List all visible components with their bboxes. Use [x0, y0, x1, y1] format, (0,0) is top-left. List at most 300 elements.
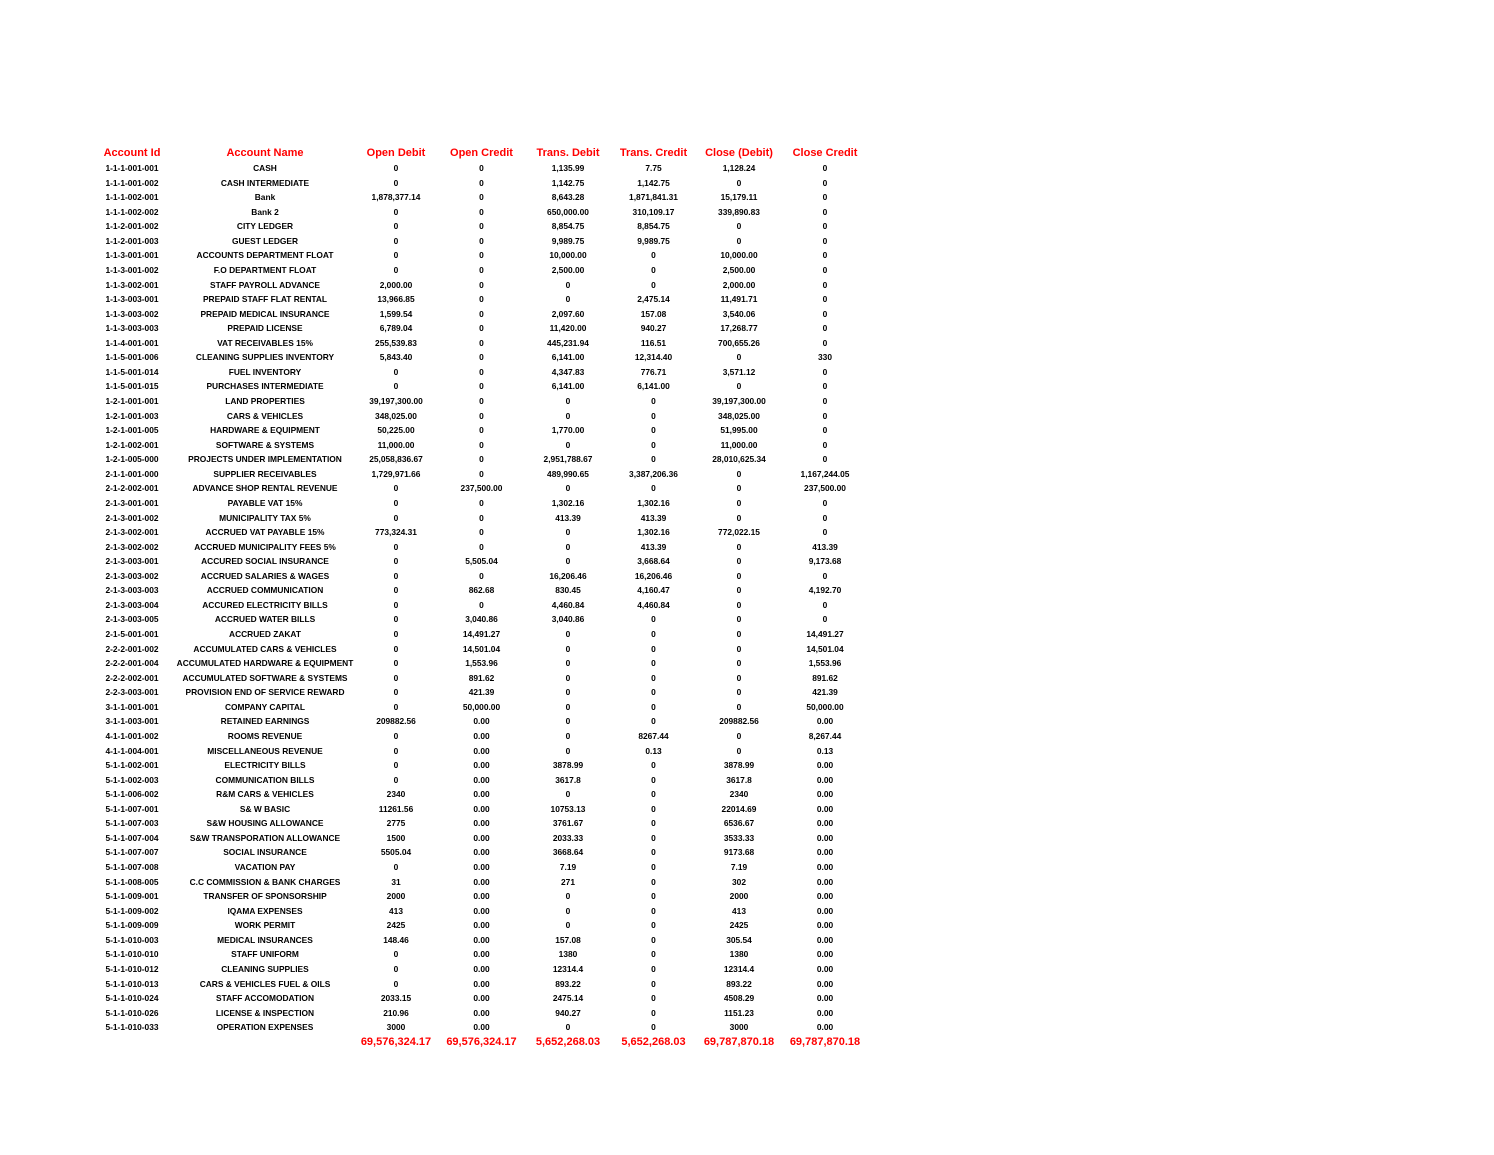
- close-debit-cell: 0: [736, 483, 742, 494]
- trans-debit-cell: 2,951,788.67: [543, 454, 593, 465]
- account-name-cell: ACCRUED ZAKAT: [229, 629, 301, 639]
- trans-credit-cell: 0: [651, 934, 656, 945]
- open-credit-cell: 0: [479, 468, 484, 479]
- open-credit-cell: 0: [479, 541, 484, 552]
- table-row: [88, 729, 868, 744]
- close-credit-cell: 0: [822, 337, 828, 348]
- table-row: [88, 554, 868, 569]
- open-credit-cell: 0.00: [473, 745, 490, 756]
- total-close-debit: 69,787,870.18: [703, 1035, 775, 1048]
- close-credit-cell: 0.00: [816, 920, 834, 931]
- account-name-cell: CARS & VEHICLES: [226, 410, 304, 421]
- open-credit-cell: 0: [479, 279, 484, 290]
- open-debit-cell: 0: [393, 570, 399, 581]
- trans-credit-cell: 940.27: [640, 323, 667, 334]
- trans-credit-cell: 0: [651, 905, 656, 916]
- open-credit-cell: 0.00: [473, 934, 490, 945]
- trans-debit-cell: 0: [565, 789, 571, 800]
- trans-credit-cell: 7.75: [645, 163, 662, 173]
- account-name-cell: ACCRUED WATER BILLS: [214, 614, 316, 625]
- open-credit-cell: 0: [479, 381, 484, 392]
- table-row: [88, 219, 868, 234]
- close-debit-cell: 339,890.83: [718, 206, 760, 217]
- account-name-cell: COMMUNICATION BILLS: [215, 774, 315, 785]
- open-credit-cell: 0.00: [473, 832, 490, 843]
- close-credit-cell: 0.00: [816, 716, 834, 727]
- table-row: [88, 744, 868, 759]
- account-name-cell: STAFF PAYROLL ADVANCE: [210, 279, 320, 290]
- open-credit-cell: 237,500.00: [460, 483, 503, 494]
- account-id-cell: 1-2-1-002-001: [105, 439, 159, 450]
- trans-debit-cell: 1,770.00: [551, 425, 585, 436]
- close-credit-cell: 0: [822, 235, 828, 246]
- close-credit-cell: 0.00: [816, 1022, 834, 1033]
- account-id-cell: 2-2-2-002-001: [105, 672, 159, 683]
- account-id-cell: 2-1-1-001-000: [105, 468, 159, 479]
- open-debit-cell: 0: [393, 221, 399, 232]
- account-id-cell: 1-1-1-001-001: [105, 163, 159, 173]
- close-credit-cell: 0: [822, 570, 828, 581]
- trans-credit-cell: 0: [651, 264, 656, 275]
- table-row: [88, 438, 868, 453]
- close-debit-cell: 0: [736, 235, 742, 246]
- account-id-cell: 1-1-5-001-014: [105, 366, 159, 377]
- close-debit-cell: 0: [736, 512, 742, 523]
- account-id-cell: 2-1-3-003-004: [105, 599, 159, 610]
- trans-debit-cell: 0: [565, 658, 571, 669]
- open-debit-cell: 0: [393, 862, 399, 872]
- close-credit-cell: 0: [822, 599, 828, 610]
- open-debit-cell: 0: [393, 177, 399, 188]
- trans-credit-cell: 1,871,841.31: [629, 192, 678, 203]
- total-open-debit: 69,576,324.17: [360, 1035, 432, 1048]
- table-row: [88, 525, 868, 540]
- table-row: [88, 481, 868, 496]
- open-debit-cell: 0: [393, 512, 399, 523]
- open-debit-cell: 2,000.00: [379, 279, 413, 290]
- table-row: [88, 321, 868, 336]
- open-credit-cell: 0.00: [473, 774, 490, 785]
- account-id-cell: 4-1-1-001-002: [105, 730, 159, 741]
- close-debit-cell: 9173.68: [723, 847, 755, 858]
- close-debit-cell: 2,000.00: [722, 279, 756, 290]
- close-credit-cell: 891.62: [812, 672, 838, 683]
- account-name-cell: PROJECTS UNDER IMPLEMENTATION: [188, 454, 342, 465]
- table-row: [88, 773, 868, 788]
- open-debit-cell: 209882.56: [376, 716, 416, 727]
- trans-credit-cell: 1,302.16: [637, 497, 670, 508]
- table-row: [88, 889, 868, 904]
- trans-debit-cell: 3761.67: [552, 818, 584, 829]
- trans-debit-cell: 1,142.75: [551, 177, 585, 188]
- close-credit-cell: 0: [822, 512, 828, 523]
- account-id-cell: 1-1-5-001-006: [105, 352, 159, 363]
- trans-credit-cell: 0: [651, 920, 656, 931]
- trans-debit-cell: 830.45: [555, 585, 581, 596]
- trans-debit-cell: 0: [565, 410, 571, 421]
- open-debit-cell: 0: [393, 163, 399, 173]
- trans-credit-cell: 0: [651, 483, 656, 494]
- close-debit-cell: 348,025.00: [718, 410, 760, 421]
- account-id-cell: 5-1-1-009-001: [105, 891, 159, 902]
- trans-debit-cell: 6,141.00: [551, 352, 585, 363]
- table-row: [88, 1020, 868, 1035]
- close-credit-cell: 0: [822, 366, 828, 377]
- open-debit-cell: 31: [391, 876, 401, 887]
- table-row: [88, 394, 868, 409]
- close-debit-cell: 0: [736, 614, 742, 625]
- account-name-cell: ACCRUED SALARIES & WAGES: [200, 570, 330, 581]
- table-row: [88, 671, 868, 686]
- trans-credit-cell: 0: [651, 847, 656, 858]
- trans-debit-cell: 3878.99: [552, 760, 584, 771]
- table-row: [88, 714, 868, 729]
- close-debit-cell: 0: [736, 570, 742, 581]
- close-debit-cell: 3617.8: [726, 774, 752, 785]
- account-id-cell: 1-1-1-002-001: [105, 192, 159, 203]
- trans-credit-cell: 0: [651, 658, 656, 669]
- account-id-cell: 1-1-3-002-001: [105, 279, 159, 290]
- account-id-cell: 5-1-1-009-002: [105, 905, 159, 916]
- table-row: [88, 292, 868, 307]
- close-credit-cell: 330: [818, 352, 832, 363]
- close-credit-cell: 0.00: [816, 760, 834, 771]
- trans-credit-cell: 0: [651, 410, 656, 421]
- table-row: [88, 860, 868, 875]
- open-credit-cell: 0: [479, 323, 484, 334]
- close-debit-cell: 0: [736, 730, 742, 741]
- open-credit-cell: 0: [479, 599, 484, 610]
- open-debit-cell: 50,225.00: [377, 425, 415, 436]
- table-row: [88, 845, 868, 860]
- open-debit-cell: 6,789.04: [379, 323, 413, 334]
- trans-debit-cell: 0: [565, 672, 571, 683]
- close-debit-cell: 0: [736, 672, 742, 683]
- open-credit-cell: 0: [479, 425, 484, 436]
- close-debit-cell: 51,995.00: [720, 425, 758, 436]
- trans-debit-cell: 0: [565, 527, 571, 538]
- close-credit-cell: 8,267.44: [808, 730, 842, 741]
- account-id-cell: 2-1-3-002-001: [105, 527, 159, 538]
- close-debit-cell: 0: [736, 629, 742, 639]
- open-debit-cell: 1,599.54: [379, 308, 413, 319]
- open-credit-cell: 0: [479, 163, 484, 173]
- close-credit-cell: 50,000.00: [806, 701, 844, 712]
- open-credit-cell: 0.00: [473, 876, 490, 887]
- trans-credit-cell: 0: [651, 425, 656, 436]
- table-row: [88, 350, 868, 365]
- trans-credit-cell: 0: [651, 701, 656, 712]
- trans-credit-cell: 0: [651, 396, 656, 406]
- close-credit-cell: 0.00: [816, 905, 834, 916]
- table-row: [88, 423, 868, 438]
- account-name-cell: ACCURED SOCIAL INSURANCE: [201, 556, 329, 567]
- trans-credit-cell: 0: [651, 949, 656, 960]
- close-credit-cell: 413.39: [812, 541, 838, 552]
- trans-credit-cell: 0: [651, 978, 656, 989]
- open-credit-cell: 0: [479, 410, 484, 421]
- trans-credit-cell: 0: [651, 993, 656, 1004]
- account-id-cell: 5-1-1-006-002: [105, 789, 159, 800]
- account-name-cell: STAFF ACCOMODATION: [215, 993, 314, 1004]
- trans-credit-cell: 0: [651, 774, 656, 785]
- account-name-cell: GUEST LEDGER: [231, 235, 299, 246]
- close-credit-cell: 0.00: [816, 963, 834, 974]
- account-id-cell: 1-1-4-001-001: [105, 337, 159, 348]
- open-credit-cell: 0.00: [473, 963, 490, 974]
- trans-credit-cell: 1,142.75: [637, 177, 670, 188]
- header-account-name: Account Name: [226, 147, 304, 159]
- open-credit-cell: 0.00: [473, 1022, 490, 1033]
- table-row: [88, 627, 868, 642]
- open-credit-cell: 0: [479, 264, 484, 275]
- open-credit-cell: 0.00: [473, 818, 490, 829]
- table-row: [88, 904, 868, 919]
- open-credit-cell: 0: [479, 206, 484, 217]
- close-debit-cell: 893.22: [726, 978, 752, 989]
- close-credit-cell: 4,192.70: [808, 585, 842, 596]
- open-debit-cell: 0: [393, 556, 399, 567]
- table-row: [88, 248, 868, 263]
- close-debit-cell: 700,655.26: [718, 337, 760, 348]
- close-debit-cell: 3878.99: [723, 760, 755, 771]
- close-debit-cell: 12314.4: [723, 963, 755, 974]
- trans-debit-cell: 10753.13: [550, 803, 586, 814]
- trans-debit-cell: 0: [565, 716, 571, 727]
- open-credit-cell: 0: [479, 512, 484, 523]
- open-credit-cell: 0.00: [473, 862, 490, 872]
- account-id-cell: 4-1-1-004-001: [105, 745, 159, 756]
- trans-credit-cell: 0: [651, 818, 656, 829]
- trans-debit-cell: 0: [565, 483, 571, 494]
- account-name-cell: PREPAID STAFF FLAT RENTAL: [202, 294, 328, 305]
- close-credit-cell: 0.00: [816, 1007, 834, 1018]
- close-credit-cell: 0: [822, 163, 828, 173]
- table-row: [88, 758, 868, 773]
- account-name-cell: ACCRUED VAT PAYABLE 15%: [205, 527, 325, 538]
- trans-credit-cell: 0: [651, 862, 656, 872]
- table-row: [88, 511, 868, 526]
- open-debit-cell: 0: [393, 701, 399, 712]
- open-debit-cell: 1,878,377.14: [371, 192, 421, 203]
- open-debit-cell: 0: [393, 760, 399, 771]
- account-name-cell: SUPPLIER RECEIVABLES: [213, 468, 317, 479]
- account-name-cell: S&W HOUSING ALLOWANCE: [206, 818, 324, 829]
- account-name-cell: ACCUMULATED HARDWARE & EQUIPMENT: [176, 658, 354, 669]
- trans-debit-cell: 3617.8: [555, 774, 581, 785]
- account-id-cell: 5-1-1-002-003: [105, 774, 159, 785]
- open-debit-cell: 0: [393, 264, 399, 275]
- account-id-cell: 5-1-1-010-024: [105, 993, 159, 1004]
- open-debit-cell: 210.96: [383, 1007, 409, 1018]
- table-row: [88, 1006, 868, 1021]
- close-credit-cell: 0: [822, 279, 828, 290]
- trans-credit-cell: 413.39: [640, 512, 667, 523]
- close-debit-cell: 11,000.00: [720, 439, 758, 450]
- open-credit-cell: 0: [479, 497, 484, 508]
- open-credit-cell: 5,505.04: [465, 556, 498, 567]
- account-name-cell: PURCHASES INTERMEDIATE: [206, 381, 324, 392]
- open-credit-cell: 0.00: [473, 920, 490, 931]
- trans-credit-cell: 0: [651, 716, 656, 727]
- account-name-cell: CASH: [253, 163, 277, 173]
- table-row: [88, 802, 868, 817]
- account-name-cell: ACCUMULATED CARS & VEHICLES: [193, 643, 337, 654]
- trans-credit-cell: 8,854.75: [637, 221, 670, 232]
- trans-credit-cell: 0: [651, 439, 656, 450]
- close-debit-cell: 1380: [729, 949, 749, 960]
- table-row: [88, 496, 868, 511]
- open-debit-cell: 0: [393, 381, 399, 392]
- account-name-cell: ELECTRICITY BILLS: [224, 760, 306, 771]
- trans-debit-cell: 4,347.83: [551, 366, 585, 377]
- account-id-cell: 1-1-3-003-003: [105, 323, 159, 334]
- open-debit-cell: 0: [393, 206, 399, 217]
- open-credit-cell: 0: [479, 177, 484, 188]
- close-debit-cell: 10,000.00: [720, 250, 758, 261]
- table-row: [88, 991, 868, 1006]
- open-credit-cell: 0: [479, 454, 484, 465]
- close-debit-cell: 3,571.12: [722, 366, 756, 377]
- account-id-cell: 2-1-3-003-003: [105, 585, 159, 596]
- open-credit-cell: 0: [479, 527, 484, 538]
- open-credit-cell: 0.00: [473, 905, 490, 916]
- header-close-debit: Close (Debit): [705, 147, 773, 159]
- trans-credit-cell: 413.39: [640, 541, 667, 552]
- close-debit-cell: 4508.29: [723, 993, 755, 1004]
- open-credit-cell: 0.00: [473, 730, 490, 741]
- trans-credit-cell: 0: [651, 629, 656, 639]
- table-row: [88, 379, 868, 394]
- trans-debit-cell: 2033.33: [552, 832, 584, 843]
- account-id-cell: 5-1-1-009-009: [105, 920, 159, 931]
- account-id-cell: 1-1-3-003-001: [105, 294, 159, 305]
- close-credit-cell: 0.00: [816, 876, 834, 887]
- open-debit-cell: 0: [393, 672, 399, 683]
- account-name-cell: ACCURED ELECTRICITY BILLS: [202, 599, 328, 610]
- account-name-cell: HARDWARE & EQUIPMENT: [210, 425, 320, 436]
- account-name-cell: CLEANING SUPPLIES: [221, 963, 309, 974]
- account-id-cell: 5-1-1-007-008: [105, 862, 159, 872]
- close-debit-cell: 17,268.77: [720, 323, 758, 334]
- trans-credit-cell: 4,460.84: [637, 599, 670, 610]
- close-credit-cell: 0.00: [816, 934, 834, 945]
- table-row: [88, 977, 868, 992]
- account-id-cell: 5-1-1-010-003: [105, 934, 159, 945]
- trans-credit-cell: 0: [651, 832, 656, 843]
- account-name-cell: CITY LEDGER: [236, 221, 294, 232]
- trans-debit-cell: 1,135.99: [551, 163, 585, 173]
- close-debit-cell: 0: [736, 745, 742, 756]
- close-credit-cell: 1,167,244.05: [800, 468, 850, 479]
- close-debit-cell: 15,179.11: [720, 192, 758, 203]
- close-debit-cell: 0: [736, 468, 742, 479]
- open-debit-cell: 5505.04: [380, 847, 412, 858]
- close-debit-cell: 0: [736, 541, 742, 552]
- trans-debit-cell: 0: [565, 294, 571, 305]
- trans-debit-cell: 1,302.16: [551, 497, 585, 508]
- open-debit-cell: 0: [393, 963, 399, 974]
- open-debit-cell: 0: [393, 658, 399, 669]
- close-debit-cell: 0: [736, 381, 742, 392]
- account-name-cell: R&M CARS & VEHICLES: [216, 789, 314, 800]
- trans-credit-cell: 0: [651, 250, 656, 261]
- account-id-cell: 3-1-1-003-001: [105, 716, 159, 727]
- close-debit-cell: 2340: [729, 789, 749, 800]
- table-row: [88, 787, 868, 802]
- open-credit-cell: 0: [479, 337, 484, 348]
- account-name-cell: LAND PROPERTIES: [225, 396, 305, 406]
- close-credit-cell: 0: [822, 177, 828, 188]
- open-debit-cell: 255,539.83: [375, 337, 417, 348]
- account-name-cell: CASH INTERMEDIATE: [220, 177, 310, 188]
- open-credit-cell: 0.00: [473, 716, 490, 727]
- table-row: [88, 278, 868, 293]
- account-name-cell: ACCOUNTS DEPARTMENT FLOAT: [196, 250, 334, 261]
- close-debit-cell: 39,197,300.00: [712, 396, 766, 406]
- table-row: [88, 598, 868, 613]
- account-name-cell: C.C COMMISSION & BANK CHARGES: [189, 876, 341, 887]
- open-credit-cell: 0.00: [473, 1007, 490, 1018]
- trans-credit-cell: 1,302.16: [637, 527, 670, 538]
- account-id-cell: 5-1-1-002-001: [105, 760, 159, 771]
- open-debit-cell: 1,729,971.66: [371, 468, 421, 479]
- table-row: [88, 161, 868, 176]
- trans-credit-cell: 0.13: [645, 745, 662, 756]
- trans-debit-cell: 8,854.75: [551, 221, 585, 232]
- total-trans-credit: 5,652,268.03: [621, 1035, 686, 1048]
- close-credit-cell: 9,173.68: [808, 556, 842, 567]
- account-name-cell: MUNICIPALITY TAX 5%: [219, 512, 311, 523]
- close-credit-cell: 0.00: [816, 774, 834, 785]
- account-id-cell: 1-1-3-003-002: [105, 308, 159, 319]
- trans-credit-cell: 0: [651, 687, 656, 698]
- account-id-cell: 2-1-2-002-001: [105, 483, 159, 494]
- account-id-cell: 2-1-3-001-002: [105, 512, 159, 523]
- close-credit-cell: 0: [822, 206, 828, 217]
- header-trans-debit: Trans. Debit: [536, 147, 600, 159]
- account-id-cell: 5-1-1-008-005: [105, 876, 159, 887]
- account-name-cell: TRANSFER OF SPONSORSHIP: [203, 891, 327, 902]
- open-debit-cell: 0: [393, 745, 399, 756]
- trans-debit-cell: 0: [565, 629, 571, 639]
- trans-debit-cell: 157.08: [555, 934, 581, 945]
- table-row: [88, 190, 868, 205]
- trans-debit-cell: 0: [565, 439, 571, 450]
- close-credit-cell: 1,553.96: [808, 658, 842, 669]
- account-name-cell: ACCRUED MUNICIPALITY FEES 5%: [194, 541, 336, 552]
- account-id-cell: 2-2-3-003-001: [105, 687, 159, 698]
- trans-debit-cell: 0: [565, 891, 571, 902]
- close-debit-cell: 0: [736, 658, 742, 669]
- table-row: [88, 933, 868, 948]
- trans-debit-cell: 2,500.00: [551, 264, 585, 275]
- table-row: [88, 452, 868, 467]
- account-name-cell: PREPAID MEDICAL INSURANCE: [200, 308, 330, 319]
- total-open-credit: 69,576,324.17: [446, 1035, 517, 1048]
- trans-debit-cell: 0: [565, 1022, 571, 1033]
- header-account-id: Account Id: [103, 147, 161, 159]
- account-name-cell: IQAMA EXPENSES: [227, 905, 303, 916]
- account-name-cell: RETAINED EARNINGS: [220, 716, 310, 727]
- close-debit-cell: 0: [736, 221, 742, 232]
- account-id-cell: 5-1-1-010-012: [105, 963, 159, 974]
- open-debit-cell: 11,000.00: [377, 439, 415, 450]
- trans-credit-cell: 116.51: [640, 337, 667, 348]
- open-credit-cell: 0.00: [473, 993, 490, 1004]
- close-debit-cell: 0: [736, 585, 742, 596]
- open-debit-cell: 0: [393, 614, 399, 625]
